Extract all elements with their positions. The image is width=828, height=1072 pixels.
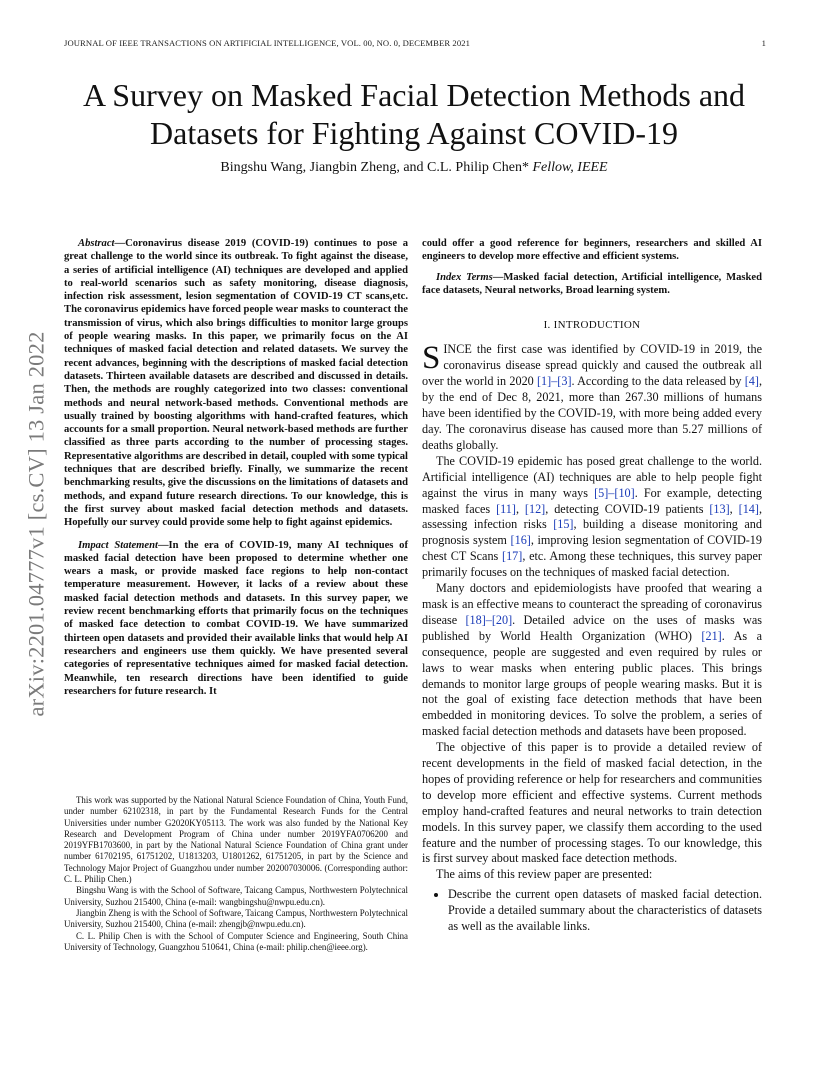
impact-text: —In the era of COVID-19, many AI techniques of masked facial detection have been proposed to determine whether one wears a mask, or provide masked face regions to help non-contact temperature measurement. However, it lacks of a review about these masked facial detection methods and datasets. In this survey paper, we review recent benchmarking efforts that primarily focus on the techniques of masked face detection to combat COVID-19. We have summarized thirteen open datasets and provided their available links that would help AI researchers and engineers use them quickly. We have presented several categories of representative techniques aimed for masked facial detection. Meanwhile, ten research directions have been identified to guide researchers for future research. It — [64, 539, 408, 697]
citation-link[interactable]: [13] — [709, 501, 730, 516]
footnote-author-1: Bingshu Wang is with the School of Software, Taicang Campus, Northwestern Polytechnical University, Suzhou 215400, China (e-mail: wangbingshu@nwpu.edu.cn). — [64, 885, 408, 907]
citation-link[interactable]: [18]–[20] — [465, 612, 513, 627]
left-column — [64, 237, 408, 698]
footnote-author-3: C. L. Philip Chen is with the School of Computer Science and Engineering, South China University of Technology, Guangzhou 510641, China (e-mail: philip.chen@ieee.org). — [64, 930, 408, 952]
running-head — [64, 38, 766, 48]
impact-statement — [64, 539, 408, 699]
aims-list — [422, 887, 762, 935]
journal-line: JOURNAL OF IEEE TRANSACTIONS ON ARTIFICIAL INTELLIGENCE, VOL. 00, NO. 0, DECEMBER 2021 — [64, 38, 471, 48]
citation-link[interactable]: [1]–[3] — [537, 374, 572, 389]
citation-link[interactable]: [11] — [496, 501, 516, 516]
impact-label: Impact Statement — [78, 539, 158, 551]
intro-paragraph-4: The objective of this paper is to provide a detailed review of recent developments in the field of masked facial detection, in the hopes of providing reference or help for researchers and communities to develop more efficient and effective systems. Current methods employ hand-crafted features and neural networks to train detection models. In this survey paper, we classify them according to the used feature and the number of processing stages. To our knowledge, this is first survey about masked face detection methods. — [422, 740, 762, 866]
footnotes — [64, 795, 408, 953]
citation-link[interactable]: [4] — [744, 374, 759, 389]
footnote-funding: This work was supported by the National Natural Science Foundation of China, Youth Fund, under number 62102318, in part by the Fundamental Research Funds for the Central Universities under number G2020KY05113. The work was also funded by the National Key Research and Development Program of China under number 2019YFA0706200 and 2019YFB1703600, in part by the National Natural Science Foundation of China grant under number 61702195, 61751202, U1813203, U1801262, 61751205, in part by the Science and Technology Major Project of Guangzhou under number 202007030006. (Corresponding author: C. L. Philip Chen.) — [64, 795, 408, 885]
citation-link[interactable]: [12] — [524, 501, 546, 516]
citation-link[interactable]: [17] — [502, 549, 523, 564]
citation-link[interactable]: [21] — [701, 628, 722, 643]
citation-link[interactable]: [16] — [510, 533, 531, 548]
page-number: 1 — [761, 38, 766, 48]
index-terms-text: —Masked facial detection, Artificial intelligence, Masked face datasets, Neural networks, Broad learning system. — [422, 271, 762, 296]
intro-paragraph-3: Many doctors and epidemiologists have proofed that wearing a mask is an effective means to counteract the spreading of coronavirus disease [18]–[20]. Detailed advice on the uses of masks was published by World Health Organization (WHO) [21]. As a consequence, people are suggested and even required by rules or laws to wear masks when entering public places. This brings demands to monitor large groups of people wearing masks. But it is not the goal of existing face detection methods that have been embedded in monitoring devices. To solve the problem, a series of masked facial detection methods and datasets have been proposed. — [422, 581, 762, 739]
citation-link[interactable]: [15] — [553, 517, 574, 532]
arxiv-id: arXiv:2201.04777v1 [cs.CV] 13 Jan 2022 — [24, 331, 49, 717]
arxiv-stamp — [16, 293, 58, 755]
citation-link[interactable]: [14] — [738, 501, 759, 516]
author-names: Bingshu Wang, Jiangbin Zheng, and C.L. Philip Chen* — [220, 160, 529, 175]
citation-link[interactable]: [5]–[10] — [594, 485, 635, 500]
intro-paragraph-1: SINCE the first case was identified by COVID-19 in 2019, the coronavirus disease spread quickly and caused the outbreak all over the world in 2020 [1]–[3]. According to the data released by [4], by the end of Dec 8, 2021, more than 267.30 millions of humans have been identified by the COVID-19, with more being added every day. The coronavirus disease has caused more than 5.27 millions of deaths globally. — [422, 340, 762, 452]
author-line — [40, 160, 788, 176]
abstract-text: —Coronavirus disease 2019 (COVID-19) continues to pose a great challenge to the world since its outbreak. To fight against the disease, a series of artificial intelligence (AI) techniques are developed and applied to real-world scenarios such as safety monitoring, disease diagnosis, infection risk assessment, lesion segmentation of COVID-19 CT scans,etc. The coronavirus epidemics have forced people wear masks to counteract the transmission of virus, which also brings difficulties to monitor large groups of people wearing masks. In this paper, we primarily focus on the AI techniques of masked facial detection and related datasets. We survey the recent advances, beginning with the descriptions of masked facial detection datasets. Thirteen available datasets are described and discussed in details. Then, the methods are roughly categorized into two classes: conventional methods and neural network-based methods. Conventional methods are usually trained by boosting algorithms with hand-crafted features, which accounts for a small proportion. Neural network-based methods are further classified as three parts according to the number of processing stages. Representative algorithms are described in detail, coupled with some typical techniques that are described briefly. Finally, we summarize the recent benchmarking results, give the discussions on the limitations of datasets and methods, and expand future research directions. To our knowledge, this is the first survey about masked facial detection methods and datasets. Hopefully our survey could provide some help to fight against epidemics. — [64, 238, 408, 529]
index-terms — [422, 271, 762, 298]
paper-title: A Survey on Masked Facial Detection Methods and Datasets for Fighting Against COVID-19 — [82, 77, 746, 151]
section-heading-introduction: I. INTRODUCTION — [543, 319, 641, 332]
right-column — [422, 237, 762, 935]
dropcap: S — [422, 340, 441, 377]
abstract-label: Abstract — [78, 238, 115, 249]
abstract — [64, 237, 408, 530]
list-item: • Describe the current open datasets of masked facial detection. Provide a detailed summary about the characteristics of datasets as well as the available links. — [448, 887, 762, 935]
impact-continued: could offer a good reference for beginners, researchers and skilled AI engineers to develop more effective and efficient systems. — [422, 238, 762, 263]
intro-paragraph-5: The aims of this review paper are presented: — [436, 867, 653, 882]
introduction-body — [422, 342, 762, 935]
index-terms-label: Index Terms — [436, 271, 493, 283]
intro-paragraph-2: The COVID-19 epidemic has posed great challenge to the world. Artificial intelligence (AI) techniques are able to help people fight against the virus in many ways [5]–[10]. For example, detecting masked faces [11], [12], detecting COVID-19 patients [13], [14], assessing infection risks [15], building a disease monitoring and prognosis system [16], improving lesion segmentation of COVID-19 chest CT Scans [17], etc. Among these techniques, this survey paper primarily focuses on the techniques of masked facial detection. — [422, 453, 762, 580]
fellow-label: Fellow, IEEE — [532, 160, 608, 175]
footnote-author-2: Jiangbin Zheng is with the School of Software, Taicang Campus, Northwestern Polytechnical University, Suzhou 215400, China (e-mail: zhengjb@nwpu.edu.cn). — [64, 907, 408, 930]
